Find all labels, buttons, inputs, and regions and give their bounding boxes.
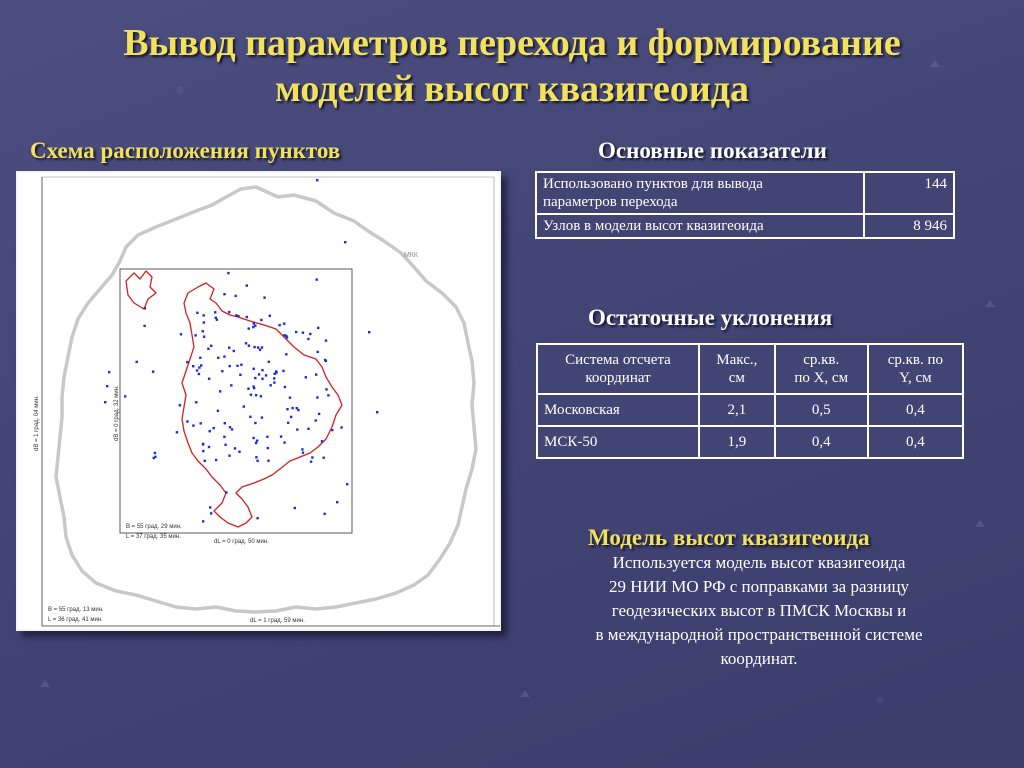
- survey-point: [217, 410, 219, 412]
- survey-point: [230, 384, 232, 386]
- table-cell: МСК-50: [537, 426, 699, 458]
- column-header-line: Y, см: [899, 370, 932, 386]
- column-header-line: Макс.,: [716, 352, 758, 368]
- survey-point: [295, 331, 297, 333]
- survey-point: [296, 428, 298, 430]
- outer-dl-label: dL = 1 град. 59 мин.: [250, 618, 305, 624]
- survey-point: [202, 330, 204, 332]
- survey-point: [196, 312, 198, 314]
- survey-point: [321, 440, 323, 442]
- survey-point: [243, 405, 245, 407]
- survey-point: [235, 314, 237, 316]
- survey-point: [203, 336, 205, 338]
- survey-point: [307, 428, 309, 430]
- indicator-label-line: параметров перехода: [543, 194, 678, 210]
- indicator-label: Узлов в модели высот квазигеоида: [536, 214, 864, 238]
- table-header-row: [537, 344, 963, 394]
- survey-point: [256, 517, 258, 519]
- survey-point: [235, 295, 237, 297]
- column-header: [537, 344, 699, 394]
- survey-point: [302, 332, 304, 334]
- survey-point: [261, 346, 263, 348]
- survey-point: [257, 346, 259, 348]
- survey-point: [209, 430, 211, 432]
- survey-point: [200, 364, 202, 366]
- survey-point: [200, 422, 202, 424]
- survey-point: [227, 272, 229, 274]
- survey-point: [255, 394, 257, 396]
- description-line: 29 НИИ МО РФ с поправками за разницу: [608, 577, 910, 596]
- survey-point: [284, 386, 286, 388]
- survey-point: [296, 407, 298, 409]
- survey-point: [317, 351, 319, 353]
- survey-point: [228, 347, 230, 349]
- survey-point: [346, 483, 348, 485]
- survey-point: [325, 339, 327, 341]
- table-cell: 0,4: [868, 426, 963, 458]
- survey-point: [368, 331, 370, 333]
- survey-point: [287, 422, 289, 424]
- page-title-line1: Вывод параметров перехода и формирование: [123, 22, 901, 64]
- table-cell: 0,5: [775, 394, 868, 426]
- survey-point: [283, 334, 285, 336]
- survey-point: [203, 314, 205, 316]
- survey-point: [283, 441, 285, 443]
- survey-point: [229, 426, 231, 428]
- indicator-label: [536, 172, 864, 214]
- background-star: [40, 680, 50, 687]
- survey-point: [324, 359, 326, 361]
- survey-point: [261, 369, 263, 371]
- points-map-canvas: [16, 171, 501, 631]
- survey-point: [253, 322, 255, 324]
- survey-point: [196, 369, 198, 371]
- column-header-line: см: [728, 370, 745, 386]
- table-cell: 0,4: [868, 394, 963, 426]
- survey-point: [108, 371, 110, 373]
- column-header: [699, 344, 775, 394]
- survey-point: [195, 401, 197, 403]
- inner-dl-label: dL = 0 град. 50 мин.: [214, 539, 269, 545]
- survey-point: [256, 440, 258, 442]
- survey-point: [176, 431, 178, 433]
- background-star: [520, 690, 530, 697]
- survey-point: [217, 357, 219, 359]
- survey-point: [267, 460, 269, 462]
- survey-point: [219, 390, 221, 392]
- survey-point: [252, 437, 254, 439]
- survey-point: [318, 413, 320, 415]
- survey-point: [307, 338, 309, 340]
- survey-point: [203, 321, 205, 323]
- survey-point: [245, 342, 247, 344]
- background-star: [985, 300, 995, 307]
- survey-point: [317, 327, 319, 329]
- survey-point: [204, 460, 206, 462]
- outer-b-label: B = 55 град. 13 мин.: [48, 607, 104, 613]
- description-line: геодезических высот в ПМСК Москвы и: [611, 601, 907, 620]
- survey-point: [239, 374, 241, 376]
- survey-point: [215, 459, 217, 461]
- survey-point: [238, 451, 240, 453]
- survey-point: [124, 395, 126, 397]
- survey-point: [265, 374, 267, 376]
- survey-point: [252, 326, 254, 328]
- survey-point: [198, 366, 200, 368]
- survey-point: [278, 324, 280, 326]
- page-title: [60, 20, 964, 112]
- survey-point: [202, 520, 204, 522]
- survey-point: [208, 378, 210, 380]
- column-header: [775, 344, 868, 394]
- page-title-line2: моделей высот квазигеоида: [275, 68, 749, 110]
- survey-point: [311, 456, 313, 458]
- boundary-label: МКК: [404, 252, 418, 259]
- survey-point: [258, 373, 260, 375]
- survey-point: [261, 416, 263, 418]
- survey-point: [316, 278, 318, 280]
- survey-point: [282, 370, 284, 372]
- survey-point: [310, 461, 312, 463]
- survey-point: [213, 427, 215, 429]
- survey-point: [273, 381, 275, 383]
- survey-point: [331, 429, 333, 431]
- survey-point: [324, 513, 326, 515]
- survey-point: [261, 378, 263, 380]
- survey-point: [249, 416, 251, 418]
- indicator-label-line: Использовано пунктов для вывода: [543, 176, 763, 192]
- survey-point: [253, 346, 255, 348]
- survey-point: [260, 395, 262, 397]
- survey-point: [291, 407, 293, 409]
- points-map: [16, 171, 501, 631]
- survey-point: [255, 442, 257, 444]
- survey-point: [210, 345, 212, 347]
- survey-point: [192, 365, 194, 367]
- survey-point: [202, 443, 204, 445]
- survey-point: [376, 411, 378, 413]
- survey-point: [285, 353, 287, 355]
- survey-point: [228, 311, 230, 313]
- description-line: в международной пространственной системе: [595, 625, 923, 644]
- inner-db-label: dB = 0 град. 32 мин.: [114, 385, 120, 441]
- survey-point: [269, 315, 271, 317]
- survey-point: [186, 420, 188, 422]
- survey-point: [316, 396, 318, 398]
- geoid-model-description: [540, 551, 978, 671]
- survey-point: [301, 448, 303, 450]
- survey-point: [340, 426, 342, 428]
- column-header: [868, 344, 963, 394]
- inner-l-label: L = 37 град. 35 мин.: [126, 534, 181, 540]
- background-star: [975, 520, 985, 527]
- survey-point: [263, 296, 265, 298]
- survey-point: [270, 384, 272, 386]
- description-line: координат.: [720, 649, 798, 668]
- survey-point: [221, 370, 223, 372]
- survey-point: [214, 311, 216, 313]
- column-header-line: ср.кв.: [803, 352, 840, 368]
- table-cell: 0,4: [775, 426, 868, 458]
- survey-point: [290, 416, 292, 418]
- survey-point: [152, 371, 154, 373]
- table-row: [536, 214, 954, 238]
- survey-point: [207, 348, 209, 350]
- column-header-line: по X, см: [794, 370, 849, 386]
- residuals-table: [536, 343, 964, 459]
- survey-point: [267, 447, 269, 449]
- survey-point: [136, 361, 138, 363]
- survey-point: [215, 317, 217, 319]
- survey-point: [286, 336, 288, 338]
- survey-point: [259, 349, 261, 351]
- survey-point: [223, 436, 225, 438]
- survey-point: [236, 365, 238, 367]
- table-cell: 2,1: [699, 394, 775, 426]
- survey-point: [253, 368, 255, 370]
- survey-point: [294, 507, 296, 509]
- survey-point: [240, 364, 242, 366]
- column-header-line: ср.кв. по: [887, 352, 944, 368]
- map-heading: Схема расположения пунктов: [30, 138, 341, 163]
- column-header-line: Система отсчета: [565, 352, 671, 368]
- survey-point: [280, 435, 282, 437]
- residuals-heading: Остаточные уклонения: [588, 305, 833, 330]
- survey-point: [194, 334, 196, 336]
- survey-point: [246, 284, 248, 286]
- survey-point: [302, 452, 304, 454]
- survey-point: [286, 408, 288, 410]
- survey-point: [316, 179, 318, 181]
- survey-point: [305, 376, 307, 378]
- survey-point: [273, 377, 275, 379]
- survey-point: [234, 447, 236, 449]
- survey-point: [327, 394, 329, 396]
- survey-point: [233, 350, 235, 352]
- survey-point: [309, 333, 311, 335]
- geoid-model-heading: Модель высот квазигеоида: [588, 525, 870, 550]
- survey-point: [323, 457, 325, 459]
- survey-point: [186, 361, 188, 363]
- survey-point: [199, 357, 201, 359]
- survey-point: [223, 293, 225, 295]
- indicator-value: 8 946: [864, 214, 954, 238]
- survey-point: [202, 450, 204, 452]
- survey-point: [224, 422, 226, 424]
- survey-point: [248, 327, 250, 329]
- inner-b-label: B = 55 град. 29 мин.: [126, 524, 182, 530]
- survey-point: [248, 345, 250, 347]
- survey-point: [268, 361, 270, 363]
- survey-point: [344, 241, 346, 243]
- survey-point: [275, 370, 277, 372]
- survey-point: [225, 491, 227, 493]
- table-row: [536, 172, 954, 214]
- survey-point: [256, 460, 258, 462]
- survey-point: [223, 355, 225, 357]
- survey-point: [237, 315, 239, 317]
- survey-point: [289, 397, 291, 399]
- survey-point: [231, 428, 233, 430]
- survey-point: [209, 506, 211, 508]
- survey-point: [315, 373, 317, 375]
- survey-point: [208, 446, 210, 448]
- survey-point: [325, 388, 327, 390]
- survey-point: [180, 333, 182, 335]
- survey-point: [229, 365, 231, 367]
- survey-point: [252, 385, 254, 387]
- survey-point: [250, 394, 252, 396]
- indicator-value: 144: [864, 172, 954, 214]
- survey-point: [224, 444, 226, 446]
- survey-point: [336, 501, 338, 503]
- survey-point: [154, 456, 156, 458]
- survey-point: [228, 455, 230, 457]
- survey-point: [106, 385, 108, 387]
- survey-point: [260, 319, 262, 321]
- survey-point: [179, 404, 181, 406]
- survey-point: [255, 456, 257, 458]
- table-row: [537, 426, 963, 458]
- survey-point: [247, 388, 249, 390]
- survey-point: [254, 422, 256, 424]
- survey-point: [143, 325, 145, 327]
- outer-l-label: L = 36 град. 41 мин.: [48, 617, 103, 623]
- survey-point: [154, 452, 156, 454]
- survey-point: [246, 316, 248, 318]
- survey-point: [144, 307, 146, 309]
- outer-db-label: dB = 1 град. 04 мин.: [34, 395, 40, 451]
- table-cell: 1,9: [699, 426, 775, 458]
- description-line: Используется модель высот квазигеоида: [612, 553, 906, 572]
- survey-point: [315, 419, 317, 421]
- survey-point: [266, 436, 268, 438]
- column-header-line: координат: [585, 370, 651, 386]
- survey-point: [210, 512, 212, 514]
- survey-point: [254, 377, 256, 379]
- table-cell: Московская: [537, 394, 699, 426]
- survey-point: [283, 323, 285, 325]
- survey-point: [104, 401, 106, 403]
- indicators-heading: Основные показатели: [598, 138, 827, 163]
- table-row: [537, 394, 963, 426]
- survey-point: [198, 373, 200, 375]
- indicators-table: [535, 171, 955, 239]
- survey-point: [192, 424, 194, 426]
